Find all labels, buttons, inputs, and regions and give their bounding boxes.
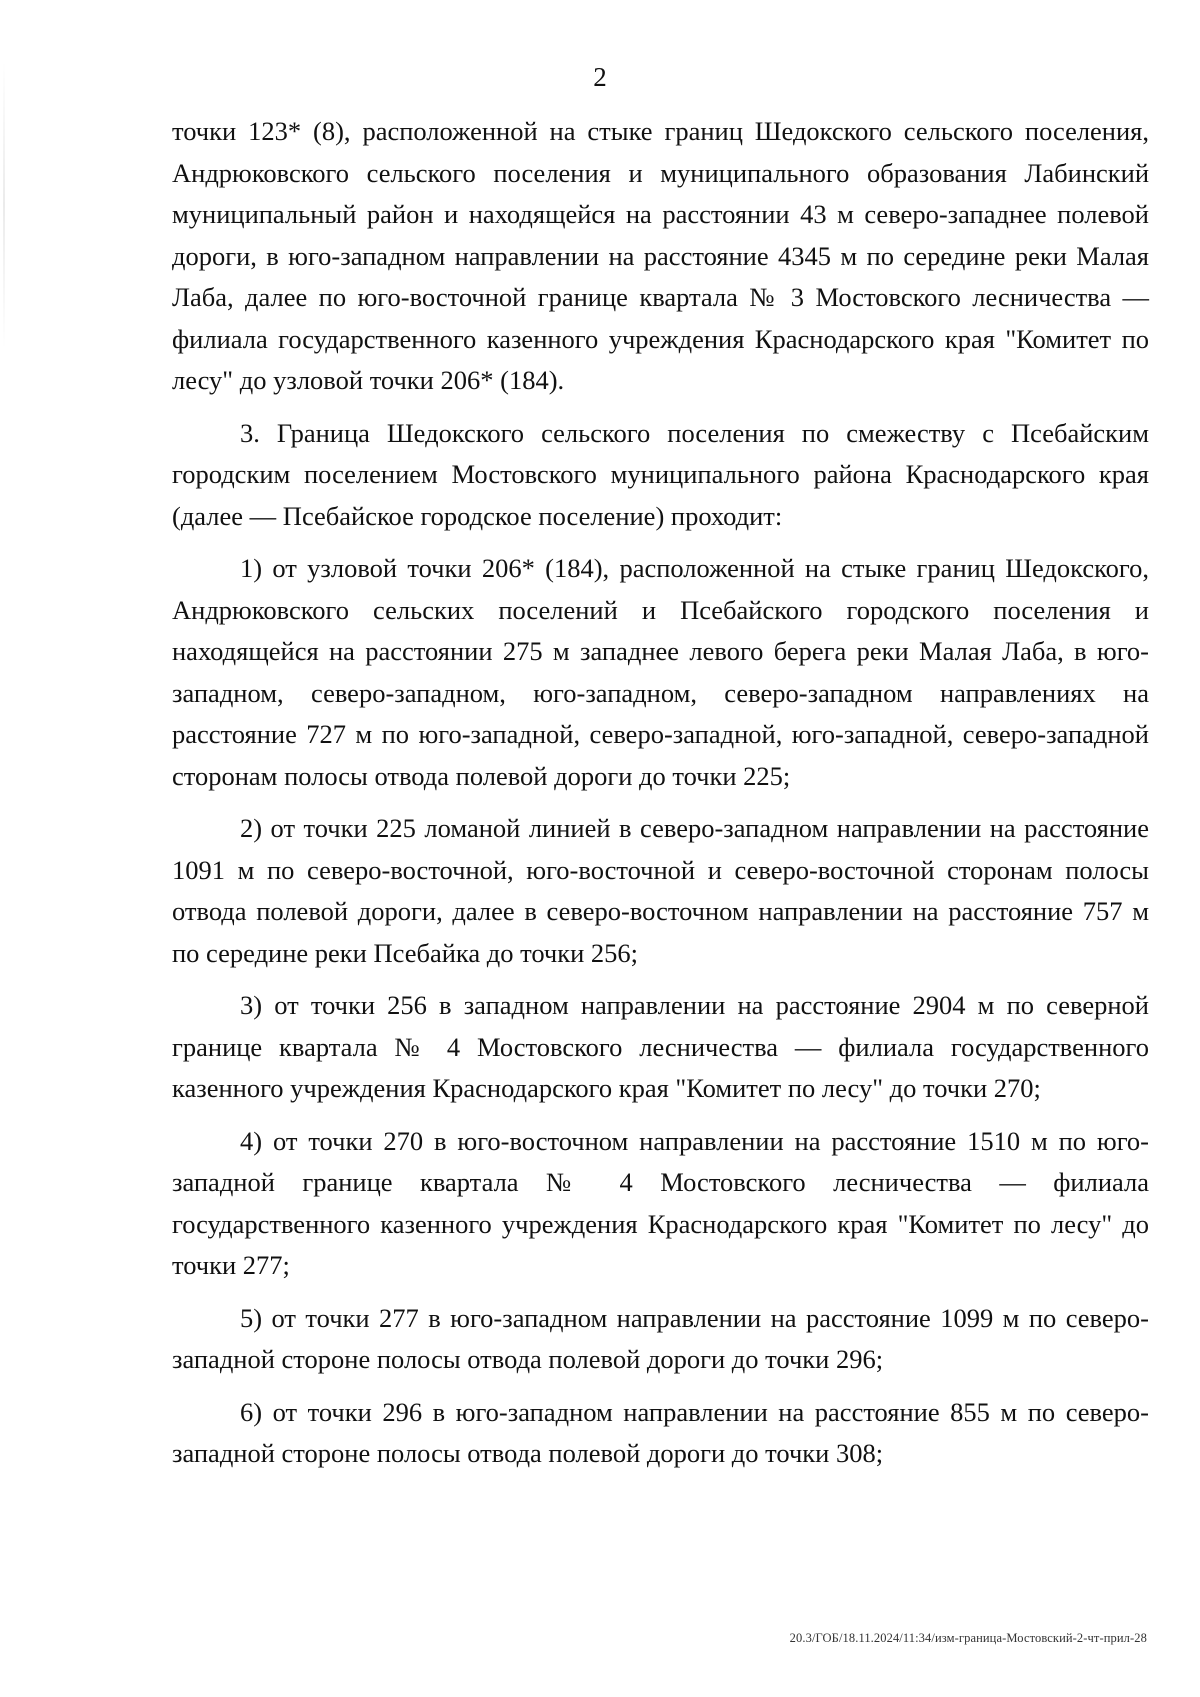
paragraph-item-6: 6) от точки 296 в юго-западном направлении на расстояние 855 м по северо-западной стороне полосы отвода полевой дороги до точки 308; (172, 1396, 1149, 1468)
paragraph-continuation: точки 123* (8), расположенной на стыке границ Шедокского сельского поселения, Андрюковского сельского поселения и муниципального образования Лабинский муниципальный район и находящейся на расстоянии 43 м северо-западнее полевой дороги, в юго-западном направлении на расстояние 4345 м по середине реки Малая Лаба, далее по юго-восточной границе квартала № 3 Мостовского лесничества — филиала государственного казенного учреждения Краснодарского края "Комитет по лесу" до узловой точки 206* (184). (172, 116, 1149, 395)
scan-edge-shadow (3, 60, 5, 350)
paragraph-item-2: 2) от точки 225 ломаной линией в северо-западном направлении на расстояние 1091 м по северо-восточной, юго-восточной и северо-восточной сторонам полосы отвода полевой дороги, далее в северо-восточном направлении на расстояние 757 м по середине реки Псебайка до точки 256; (172, 813, 1149, 968)
page-number: 2 (593, 62, 607, 92)
paragraph-item-5: 5) от точки 277 в юго-западном направлении на расстояние 1099 м по северо-западной стороне полосы отвода полевой дороги до точки 296; (172, 1302, 1149, 1374)
paragraph-item-4: 4) от точки 270 в юго-восточном направлении на расстояние 1510 м по юго-западной границе квартала № 4 Мостовского лесничества — филиала государственного казенного учреждения Краснодарского края "Комитет по лесу" до точки 277; (172, 1125, 1149, 1280)
paragraph-section-3: 3. Граница Шедокского сельского поселения по смежеству с Псебайским городским поселением Мостовского муниципального района Краснодарского края (далее — Псебайское городское поселение) проходит: (172, 417, 1149, 531)
document-footer-code: 20.3/ГОБ/18.11.2024/11:34/изм-граница-Мостовский-2-чт-прил-28 (789, 1631, 1147, 1645)
paragraph-item-1: 1) от узловой точки 206* (184), расположенной на стыке границ Шедокского, Андрюковского сельских поселений и Псебайского городского поселения и находящейся на расстоянии 275 м западнее левого берега реки Малая Лаба, в юго-западном, северо-западном, юго-западном, северо-западном направлениях на расстояние 727 м по юго-западной, северо-западной, юго-западной, северо-западной сторонам полосы отвода полевой дороги до точки 225; (172, 553, 1149, 791)
document-body (172, 111, 1149, 1486)
paragraph-item-3: 3) от точки 256 в западном направлении на расстояние 2904 м по северной границе квартала № 4 Мостовского лесничества — филиала государственного казенного учреждения Краснодарского края "Комитет по лесу" до точки 270; (172, 990, 1149, 1103)
